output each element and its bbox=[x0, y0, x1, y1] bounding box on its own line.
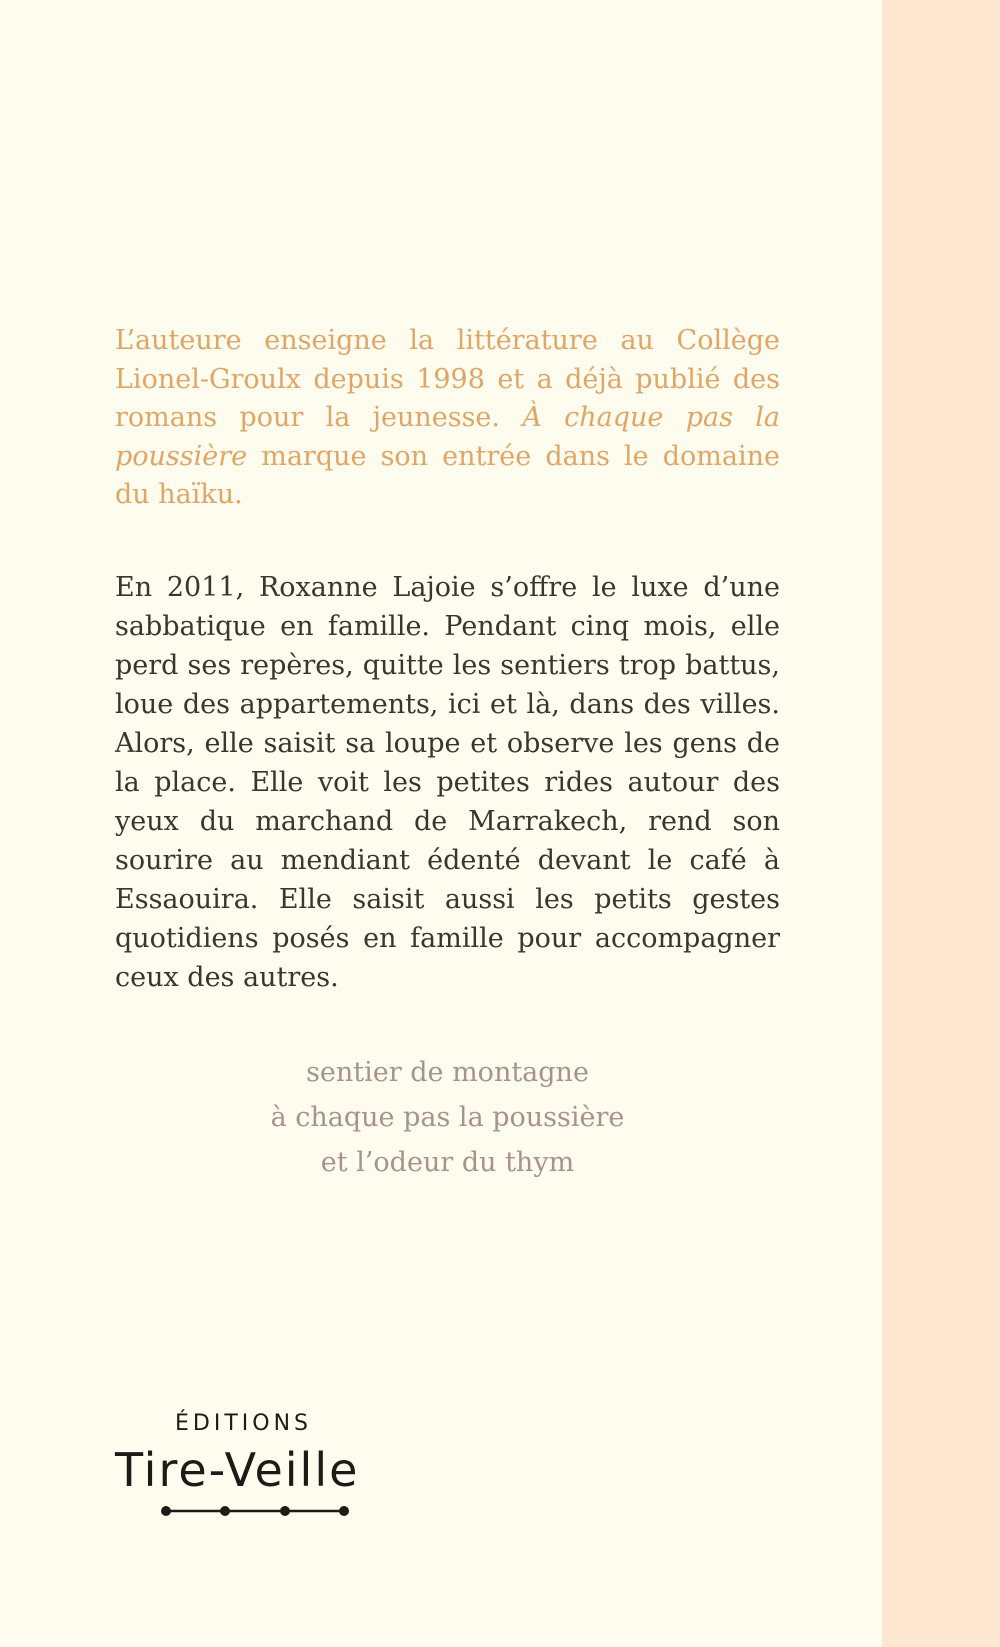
spine-strip bbox=[882, 0, 1000, 1647]
book-synopsis bbox=[115, 568, 780, 997]
synopsis-paragraph: En 2011, Roxanne Lajoie s’offre le luxe d’une sabbatique en famille. Pendant cinq mois, elle perd ses repères, quitte les sentiers trop battus, loue des appartements, ici et là, dans des villes. Alors, elle saisit sa loupe et observe les gens de la place. Elle voit les petites rides autour des yeux du marchand de Marrakech, rend son sourire au mendiant édenté devant le café à Essaouira. Elle saisit aussi les petits gestes quotidiens posés en famille pour accompagner ceux des autres. bbox=[115, 572, 780, 993]
publisher-name: Tire-Veille bbox=[115, 1443, 360, 1497]
haiku-line-1: sentier de montagne bbox=[306, 1057, 589, 1088]
bio-text-end: marque son entrée dans le domaine du haïku. bbox=[115, 440, 780, 510]
publisher-label: ÉDITIONS bbox=[175, 1411, 312, 1436]
publisher-logo bbox=[115, 1410, 415, 1518]
book-title-italic: À chaque pas la poussière bbox=[115, 402, 780, 472]
haiku-line-2: à chaque pas la poussière bbox=[270, 1102, 625, 1133]
dotted-line-ornament-icon bbox=[160, 1504, 350, 1518]
author-bio bbox=[115, 322, 780, 515]
haiku-excerpt bbox=[115, 1050, 780, 1185]
haiku-line-3: et l’odeur du thym bbox=[320, 1147, 575, 1178]
author-bio-paragraph bbox=[115, 322, 780, 515]
bio-text-start: L’auteure enseigne la littérature au Collège Lionel-Groulx depuis 1998 et a déjà publié des romans pour la jeunesse. bbox=[115, 325, 780, 433]
